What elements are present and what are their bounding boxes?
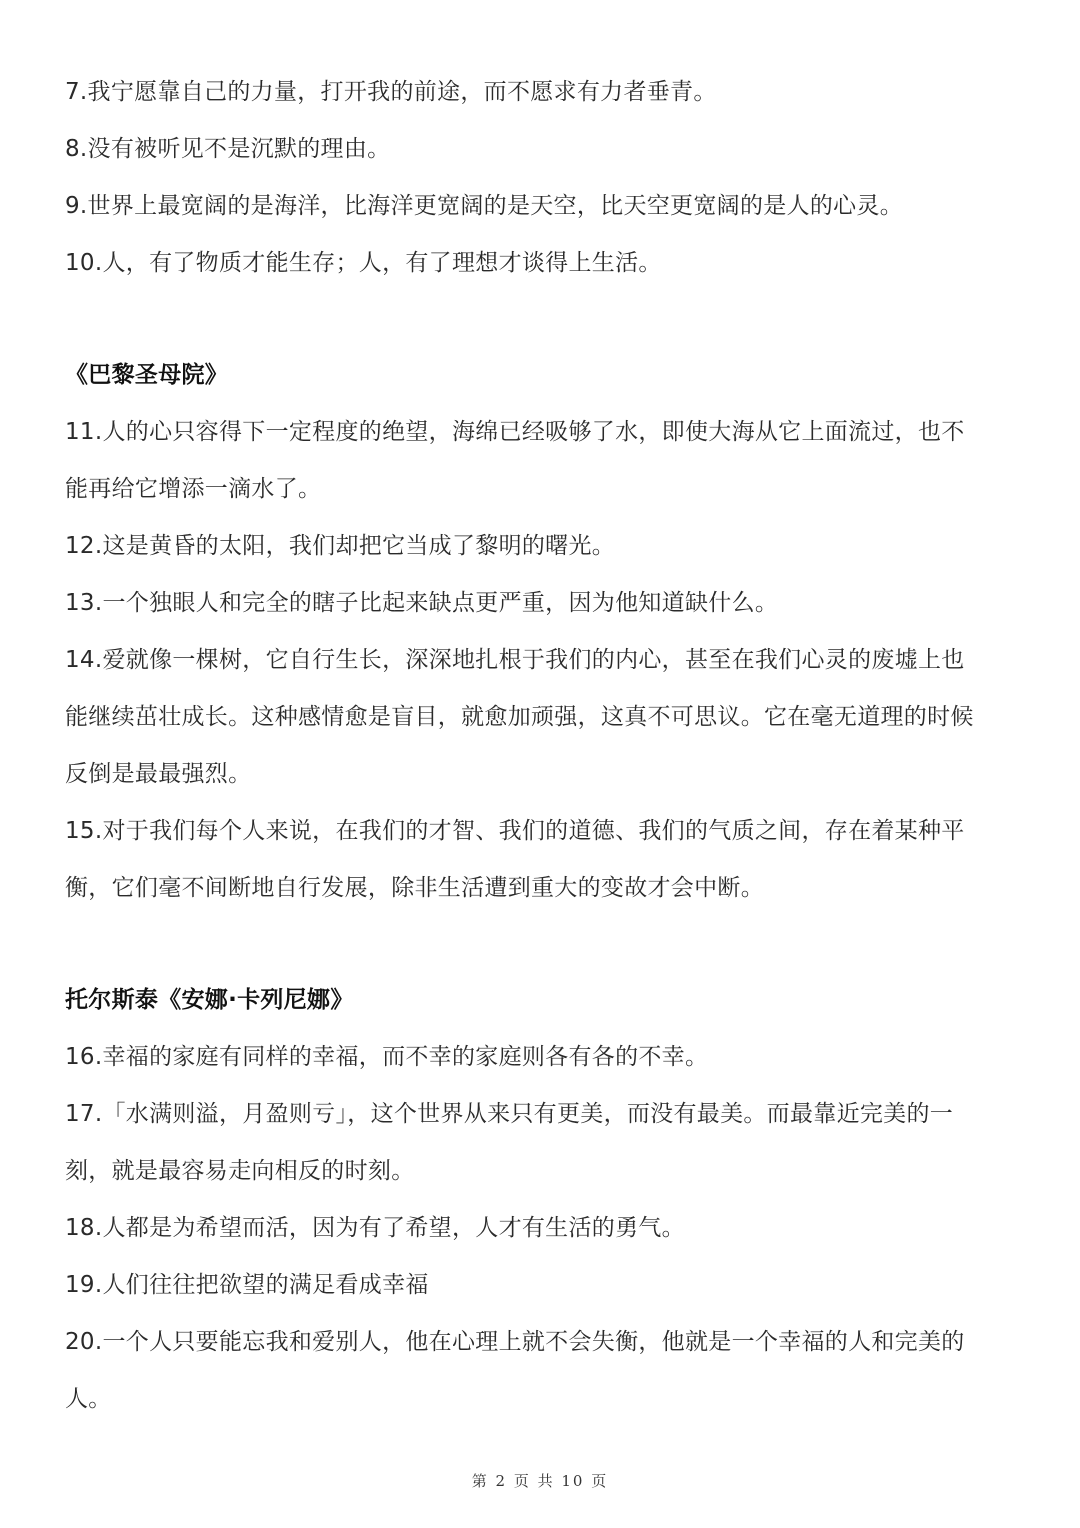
text-line: 刻，就是最容易走向相反的时刻。 <box>65 1158 415 1184</box>
text-line: 11.人的心只容得下一定程度的绝望，海绵已经吸够了水，即使大海从它上面流过，也不 <box>65 419 965 445</box>
text-line: 20.一个人只要能忘我和爱别人，他在心理上就不会失衡，他就是一个幸福的人和完美的 <box>65 1329 965 1355</box>
section-gap <box>65 917 1020 972</box>
text-line: 19.人们往往把欲望的满足看成幸福 <box>65 1272 429 1298</box>
text-line: 16.幸福的家庭有同样的幸福，而不幸的家庭则各有各的不幸。 <box>65 1044 709 1070</box>
text-line: 12.这是黄昏的太阳，我们却把它当成了黎明的曙光。 <box>65 533 616 559</box>
section-gap <box>65 292 1020 347</box>
text-line: 10.人，有了物质才能生存；人，有了理想才谈得上生活。 <box>65 250 662 276</box>
text-line: 9.世界上最宽阔的是海洋，比海洋更宽阔的是天空，比天空更宽阔的是人的心灵。 <box>65 193 904 219</box>
text-line: 18.人都是为希望而活，因为有了希望，人才有生活的勇气。 <box>65 1215 685 1241</box>
text-line: 衡，它们毫不间断地自行发展，除非生活遭到重大的变故才会中断。 <box>65 875 764 901</box>
text-line: 人。 <box>65 1386 112 1412</box>
text-line: 反倒是最最强烈。 <box>65 761 252 787</box>
text-line: 14.爱就像一棵树，它自行生长，深深地扎根于我们的内心，甚至在我们心灵的废墟上也 <box>65 647 965 673</box>
text-line: 17.「水满则溢，月盈则亏」，这个世界从来只有更美，而没有最美。而最靠近完美的一 <box>65 1101 954 1127</box>
text-line: 8.没有被听见不是沉默的理由。 <box>65 136 391 162</box>
text-line: 13.一个独眼人和完全的瞎子比起来缺点更严重，因为他知道缺什么。 <box>65 590 779 616</box>
page-footer: 第 2 页 共 10 页 <box>471 1472 609 1490</box>
text-line: 15.对于我们每个人来说，在我们的才智、我们的道德、我们的气质之间，存在着某种平 <box>65 818 965 844</box>
document-body <box>65 64 1020 1428</box>
text-line: 能再给它增添一滴水了。 <box>65 476 322 502</box>
text-line: 能继续茁壮成长。这种感情愈是盲目，就愈加顽强，这真不可思议。它在毫无道理的时候 <box>65 704 974 730</box>
section-heading: 托尔斯泰《安娜·卡列尼娜》 <box>65 987 354 1013</box>
section-heading: 《巴黎圣母院》 <box>65 362 229 388</box>
text-line: 7.我宁愿靠自己的力量，打开我的前途，而不愿求有力者垂青。 <box>65 79 717 105</box>
